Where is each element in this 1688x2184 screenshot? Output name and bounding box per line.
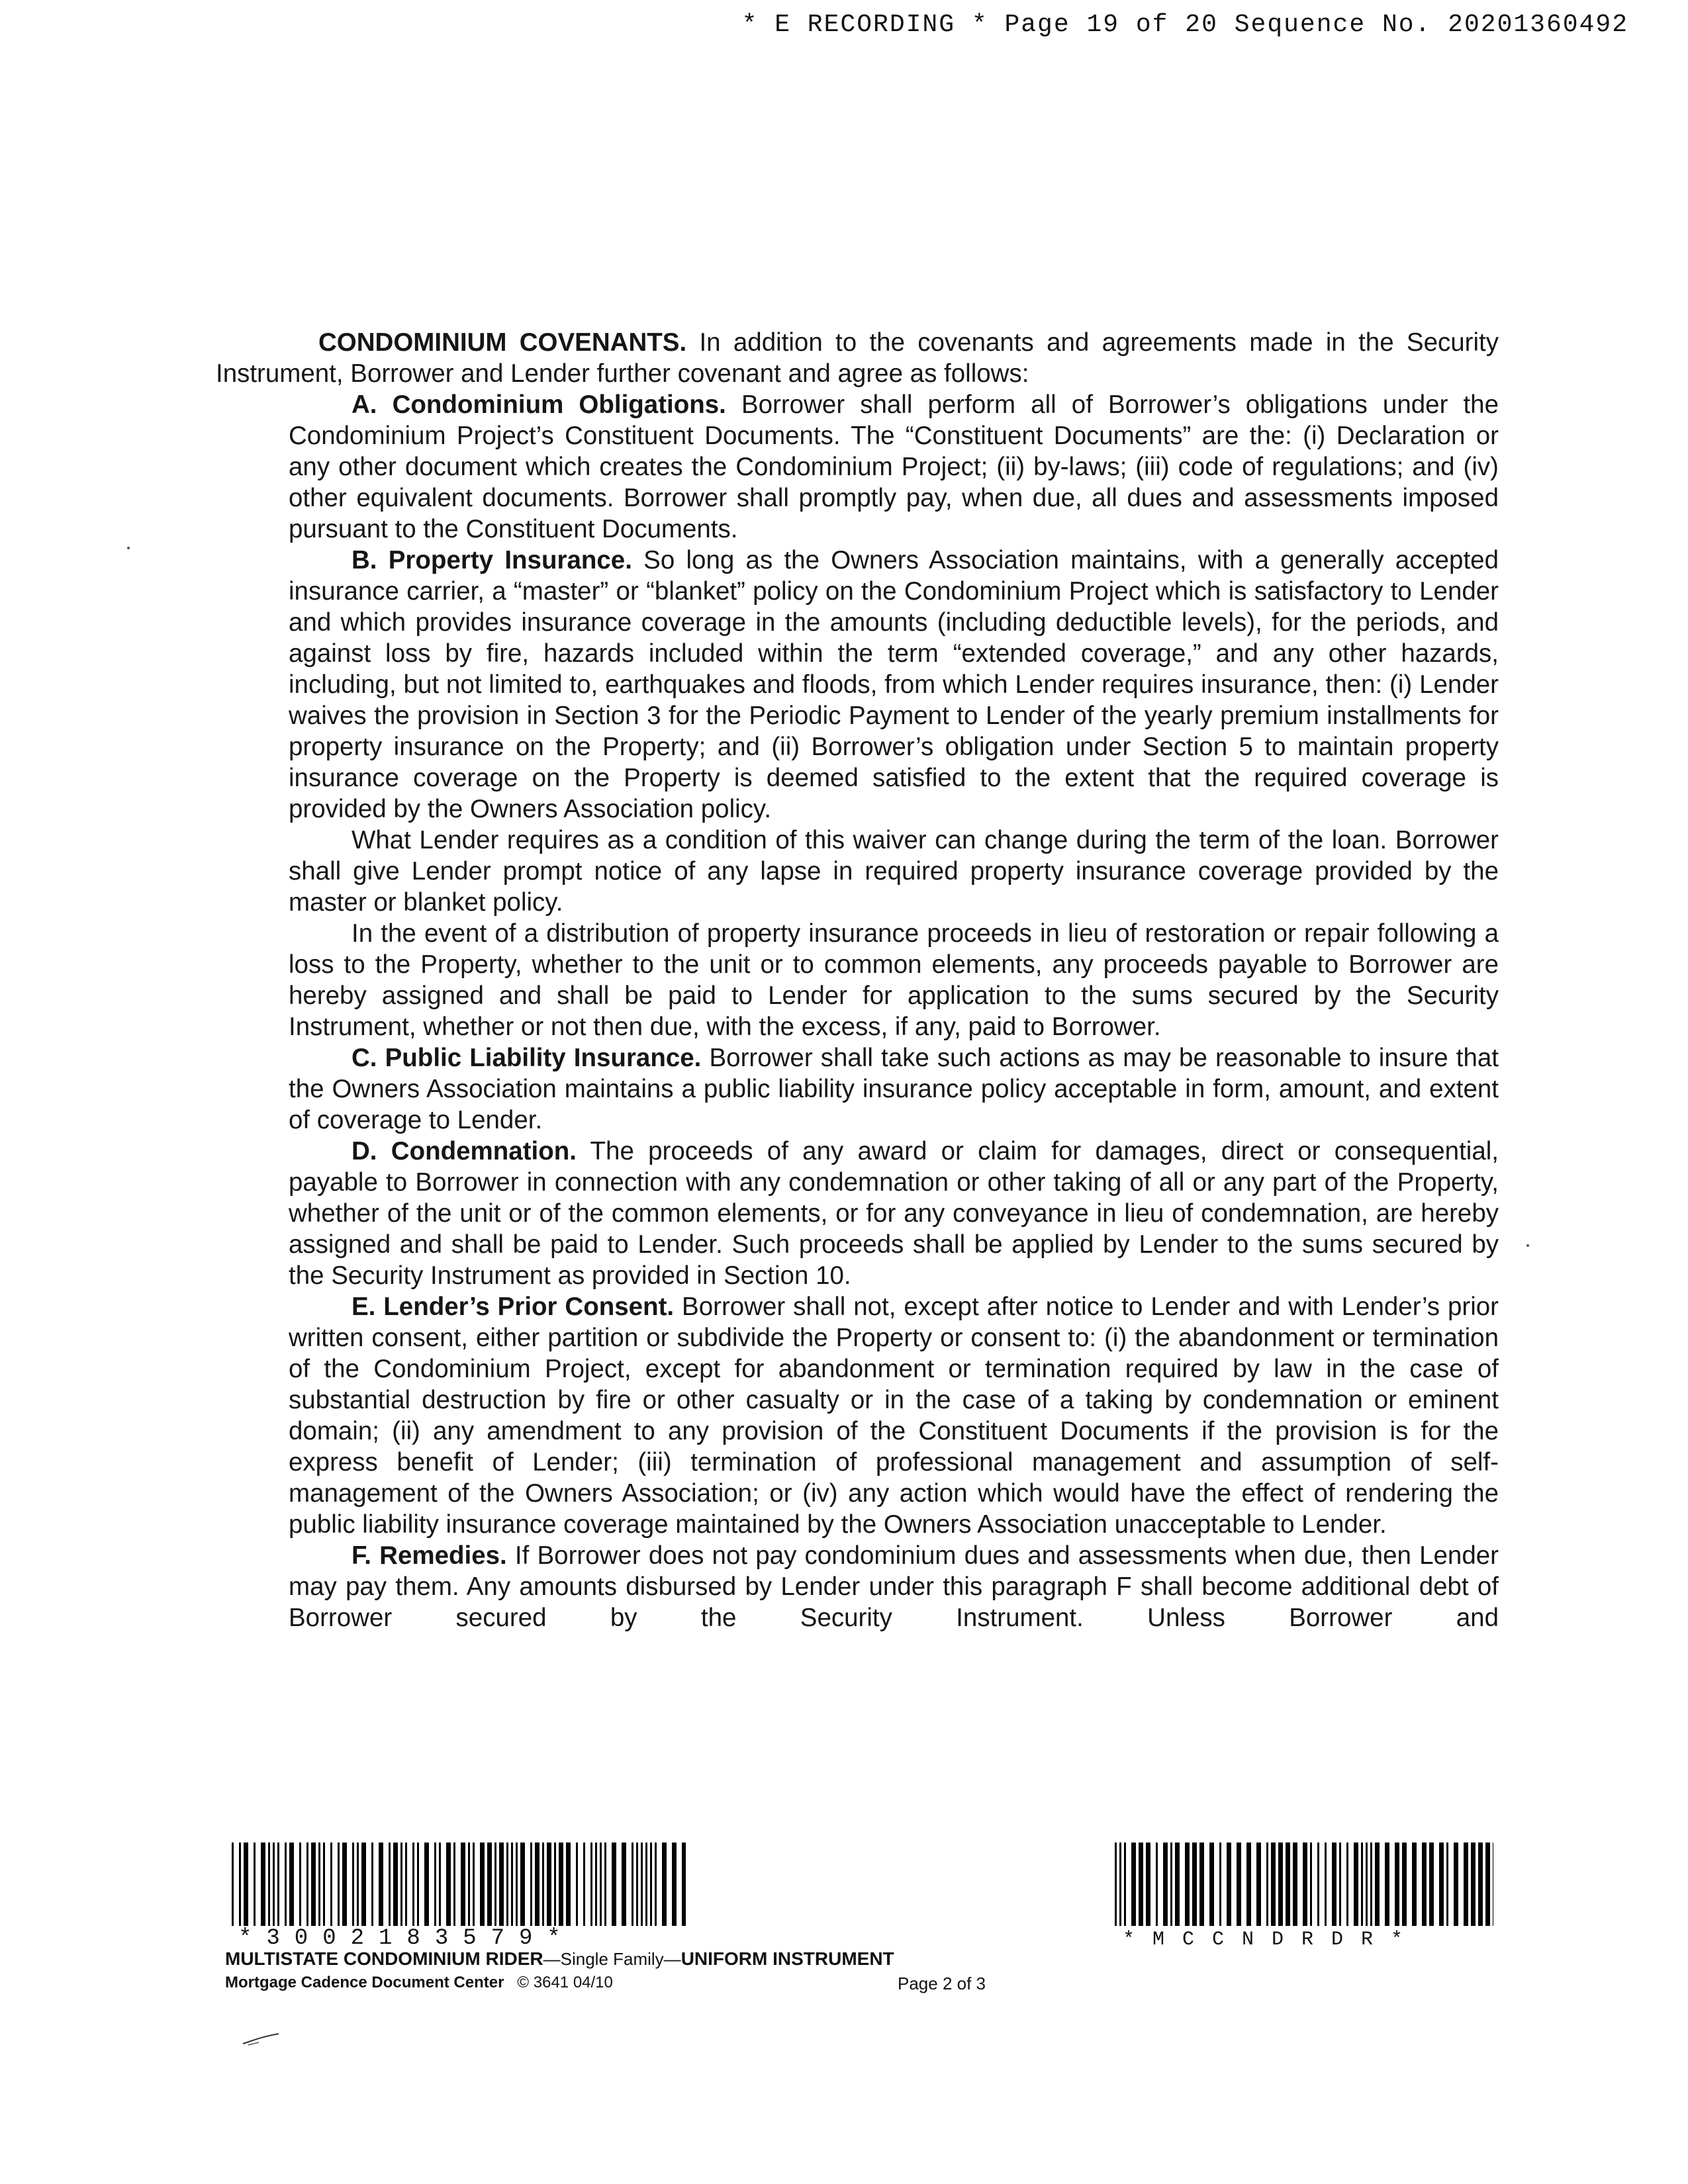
barcode-bar — [1163, 1843, 1168, 1926]
barcode-gap — [677, 1843, 682, 1926]
scan-speck — [1526, 1244, 1529, 1247]
barcode-gap — [1417, 1843, 1422, 1926]
barcode-bar — [682, 1843, 686, 1926]
section-b — [289, 545, 1499, 825]
barcode-bar — [1209, 1843, 1214, 1926]
barcode-bar — [1454, 1843, 1458, 1926]
barcode-bar — [446, 1843, 451, 1926]
barcode-gap — [366, 1843, 371, 1926]
barcode-gap — [1389, 1843, 1395, 1926]
section-e-heading: E. Lender’s Prior Consent. — [352, 1293, 675, 1321]
section-c-heading: C. Public Liability Insurance. — [352, 1044, 702, 1072]
barcode-bar — [1375, 1843, 1380, 1926]
recording-header: * E RECORDING * Page 19 of 20 Sequence No. 20201360492 — [741, 11, 1628, 39]
section-a-heading: A. Condominium Obligations. — [352, 390, 726, 419]
barcode-bar — [1303, 1843, 1307, 1926]
barcode-gap — [1180, 1843, 1185, 1926]
barcode-bar — [1478, 1843, 1483, 1926]
barcode-gap — [667, 1843, 672, 1926]
barcode-gap — [373, 1843, 379, 1926]
barcode-bar — [1227, 1843, 1231, 1926]
barcode-gap — [585, 1843, 590, 1926]
barcode-bar — [1131, 1843, 1136, 1926]
section-f-text: If Borrower does not pay condominium dues and assessments when due, then Lender may pay them. Any amounts disbursed by Lender under this paragraph F shall become additional debt of Borrower secured by the Security Instrument. Unless Borrower and — [289, 1541, 1499, 1632]
intro-heading: CONDOMINIUM COVENANTS. — [318, 328, 687, 357]
barcode-bar — [1402, 1843, 1407, 1926]
barcode-gap — [301, 1843, 306, 1926]
barcode-gap — [571, 1843, 576, 1926]
barcode-bar — [1146, 1843, 1150, 1926]
barcode-gap — [429, 1843, 434, 1926]
footer-doc-center: Mortgage Cadence Document Center — [225, 1974, 504, 1991]
barcode-gap — [657, 1843, 662, 1926]
barcode-bar — [424, 1843, 429, 1926]
barcode-gap — [1297, 1843, 1303, 1926]
section-e-text: Borrower shall not, except after notice to Lender and with Lender’s prior written consent, either partition or subdivide the Property or consent to: (i) the abandonment or termination of the Condominium Project, except for abandonment or termination required by law in the case of substantial destruction by fire or other casualty or in the case of a taking by condemnation or eminent domain; (ii) any amendment to any provision of the Constituent Documents if the provision is for the express benefit of Lender; (iii) termination of professional management and assumption of self-management of the Owners Association; or (iv) any action which would have the effect of rendering the public liability insurance coverage maintained by the Owners Association unacceptable to Lender. — [289, 1293, 1499, 1539]
barcode-bar — [379, 1843, 383, 1926]
barcode-bar — [662, 1843, 667, 1926]
barcode-bar — [1439, 1843, 1444, 1926]
section-d — [289, 1136, 1499, 1291]
section-b-paragraph-2: What Lender requires as a condition of this waiver can change during the term of the loan. Borrower shall give Lender prompt notice of any lapse in required property insurance coverage provided by the master or blanket policy. — [289, 826, 1499, 917]
barcode-gap — [455, 1843, 461, 1926]
section-a — [289, 389, 1499, 545]
barcode-gap — [441, 1843, 446, 1926]
barcode-bar — [289, 1843, 294, 1926]
barcode-bar — [1192, 1843, 1197, 1926]
barcode-bar — [261, 1843, 265, 1926]
barcode-gap — [616, 1843, 622, 1926]
barcode-bar — [1278, 1843, 1283, 1926]
barcode-bar — [461, 1843, 465, 1926]
barcode-gap — [1158, 1843, 1163, 1926]
footer-form-uniform: UNIFORM INSTRUMENT — [680, 1948, 894, 1969]
pen-mark — [242, 2032, 281, 2046]
scan-speck — [127, 547, 130, 549]
barcode-gap — [1319, 1843, 1325, 1926]
barcode-gap — [475, 1843, 480, 1926]
barcode-bar — [1429, 1843, 1434, 1926]
barcode-bar — [393, 1843, 398, 1926]
barcode-bar — [559, 1843, 563, 1926]
barcode-bar — [1464, 1843, 1468, 1926]
barcode-gap — [279, 1843, 285, 1926]
barcode-gap — [525, 1843, 530, 1926]
barcode-gap — [1434, 1843, 1439, 1926]
barcode-bar — [1332, 1843, 1336, 1926]
barcode-bar — [1256, 1843, 1261, 1926]
barcode-gap — [407, 1843, 412, 1926]
section-b-paragraph-3: In the event of a distribution of property insurance proceeds in lieu of restoration or repair following a loss to the Property, whether to the unit or to common elements, any proceeds payable to Borrower are hereby assigned and shall be paid to Lender for application to the sums secured by the Security Instrument, whether or not then due, with the excess, if any, paid to Borrower. — [289, 919, 1499, 1041]
footer-doc-center-line — [225, 1974, 613, 1992]
footer-form-title — [225, 1948, 894, 1970]
barcode-gap — [1261, 1843, 1266, 1926]
barcode-bar — [1175, 1843, 1180, 1926]
barcode-gap — [1341, 1843, 1346, 1926]
barcode-gap — [1251, 1843, 1256, 1926]
barcode-gap — [332, 1843, 338, 1926]
section-d-text: The proceeds of any award or claim for damages, direct or consequential, payable to Borrower in connection with any condemnation or other taking of all or any part of the Property, whether of the unit or of the common elements, or for any conveyance in lieu of condemnation, are hereby assigned and shall be paid to Lender. Such proceeds shall be applied by Lender to the sums secured by the Security Instrument as provided in Section 10. — [289, 1137, 1499, 1290]
barcode-bar — [480, 1843, 485, 1926]
barcode-bar — [1286, 1843, 1290, 1926]
barcode-bar — [1471, 1843, 1476, 1926]
barcode-gap — [419, 1843, 424, 1926]
document-body — [216, 327, 1499, 1633]
barcode-bar — [1199, 1843, 1204, 1926]
barcode-bar — [566, 1843, 571, 1926]
barcode-bar — [547, 1843, 551, 1926]
barcode-gap — [1150, 1843, 1156, 1926]
footer-form-name: MULTISTATE CONDOMINIUM RIDER — [225, 1948, 543, 1969]
barcode-gap — [1327, 1843, 1332, 1926]
barcode-bar — [520, 1843, 525, 1926]
barcode-bar — [1395, 1843, 1399, 1926]
barcode-gap — [383, 1843, 389, 1926]
section-b-heading: B. Property Insurance. — [352, 546, 632, 574]
barcode-bar — [1485, 1843, 1490, 1926]
barcode-bar — [311, 1843, 316, 1926]
barcode-bar — [535, 1843, 539, 1926]
section-a-text: Borrower shall perform all of Borrower’s obligations under the Condominium Project’s Constituent Documents. The “Constituent Documents” are the: (i) Declaration or any other document which creates the Condominium Project; (ii) by-laws; (iii) code of regulations; and (iv) other equivalent documents. Borrower shall promptly pay, when due, all dues and assessments imposed pursuant to the Constituent Documents. — [289, 390, 1499, 543]
barcode-gap — [347, 1843, 352, 1926]
barcode-bar — [612, 1843, 616, 1926]
barcode-gap — [1348, 1843, 1354, 1926]
barcode-bar — [1246, 1843, 1251, 1926]
barcode-gap — [1312, 1843, 1317, 1926]
barcode-gap — [626, 1843, 632, 1926]
barcode-gap — [294, 1843, 299, 1926]
barcode-gap — [325, 1843, 330, 1926]
barcode-gap — [1241, 1843, 1246, 1926]
barcode-bar — [622, 1843, 626, 1926]
barcode-gap — [1231, 1843, 1237, 1926]
barcode-bar — [1293, 1843, 1297, 1926]
barcode-gap — [1204, 1843, 1209, 1926]
section-f — [289, 1540, 1499, 1633]
barcode-gap — [606, 1843, 612, 1926]
section-c — [289, 1042, 1499, 1136]
barcode-bar — [361, 1843, 366, 1926]
form-code-barcode-text: *MCCNDRDR* — [1123, 1929, 1421, 1951]
barcode-gap — [1214, 1843, 1219, 1926]
barcode-bar — [244, 1843, 248, 1926]
barcode-gap — [234, 1843, 239, 1926]
barcode-bar — [1354, 1843, 1358, 1926]
section-b-text: So long as the Owners Association maintains, with a generally accepted insurance carrier, a “master” or “blanket” policy on the Condominium Project which is satisfactory to Lender and which provides insurance coverage in the amounts (including deductible levels), for the periods, and against loss by fire, hazards included within the term “extended coverage,” and any other hazards, including, but not limited to, earthquakes and floods, from which Lender requires insurance, then: (i) Lender waives the provision in Section 3 for the Periodic Payment to Lender of the yearly premium installments for property insurance on the Property; and (ii) Borrower’s obligation under Section 5 to maintain property insurance coverage on the Property is deemed satisfied to the extent that the required coverage is provided by the Owners Association policy. — [289, 546, 1499, 823]
section-c-text: Borrower shall take such actions as may be reasonable to insure that the Owners Association maintains a public liability insurance policy acceptable in form, amount, and extent of coverage to Lender. — [289, 1044, 1499, 1134]
barcode-bar — [487, 1843, 492, 1926]
barcode-gap — [1380, 1843, 1385, 1926]
barcode-gap — [578, 1843, 583, 1926]
barcode-bar — [1422, 1843, 1427, 1926]
footer-form-number: © 3641 04/10 — [517, 1974, 613, 1991]
barcode-bar — [1185, 1843, 1190, 1926]
barcode-bar — [342, 1843, 347, 1926]
barcode-bar — [1237, 1843, 1241, 1926]
loan-number-barcode — [232, 1843, 686, 1926]
barcode-bar — [1271, 1843, 1276, 1926]
barcode-bar — [1385, 1843, 1389, 1926]
section-e — [289, 1291, 1499, 1540]
barcode-gap — [1126, 1843, 1131, 1926]
intro-paragraph — [216, 327, 1499, 389]
barcode-gap — [1407, 1843, 1412, 1926]
barcode-bar — [1139, 1843, 1143, 1926]
barcode-bar — [499, 1843, 504, 1926]
intro-text: In addition to the covenants and agreements made in the Security Instrument, Borrower and Lender further covenant and agree as follows: — [216, 328, 1499, 388]
barcode-gap — [256, 1843, 261, 1926]
barcode-gap — [1448, 1843, 1454, 1926]
barcode-bar — [672, 1843, 677, 1926]
footer-form-sub: —Single Family— — [543, 1949, 681, 1969]
section-d-heading: D. Condemnation. — [352, 1137, 577, 1165]
barcode-gap — [1221, 1843, 1227, 1926]
barcode-bar — [1412, 1843, 1417, 1926]
section-f-heading: F. Remedies. — [352, 1541, 507, 1570]
loan-number-barcode-text: *3002183579* — [238, 1926, 575, 1951]
barcode-gap — [248, 1843, 254, 1926]
form-code-barcode — [1115, 1843, 1493, 1926]
barcode-gap — [1458, 1843, 1464, 1926]
footer-page-number: Page 2 of 3 — [898, 1974, 986, 1993]
